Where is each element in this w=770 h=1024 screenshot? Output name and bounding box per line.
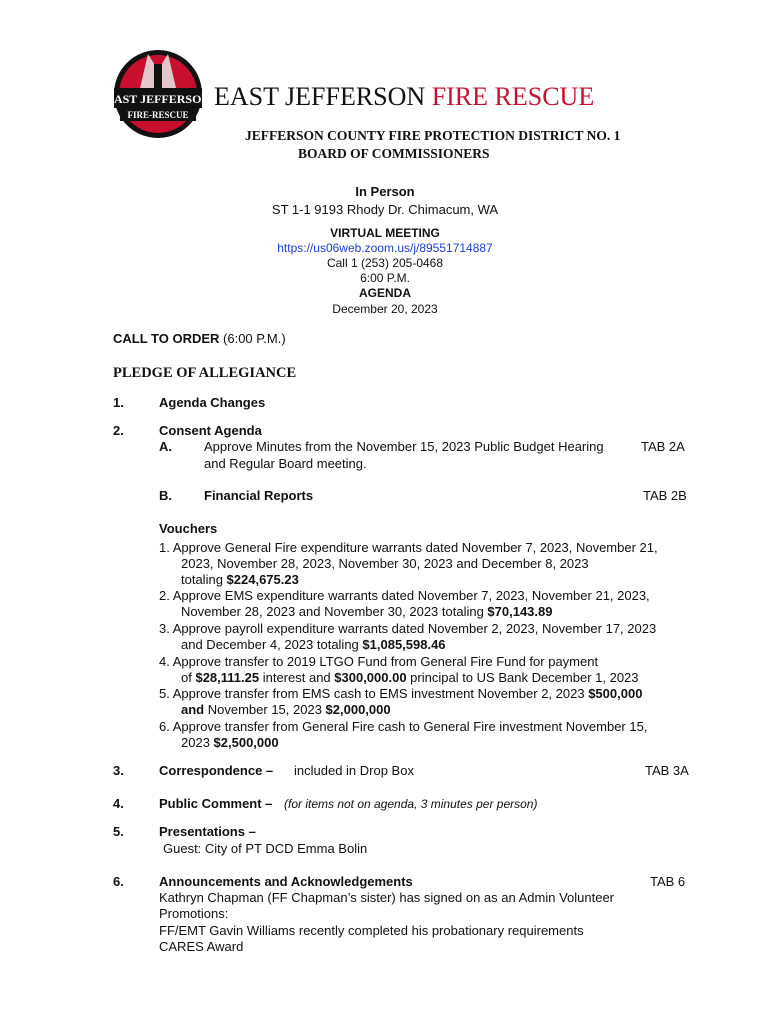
voucher-6-amount: $2,500,000 — [213, 735, 279, 750]
voucher-4-text-a: of — [181, 670, 196, 685]
voucher-4-line2 — [181, 670, 639, 685]
logo-emblem — [105, 44, 211, 140]
voucher-2-amount: $70,143.89 — [487, 604, 553, 619]
item-5-title: Presentations – — [159, 824, 256, 839]
voucher-5-and: and — [181, 702, 205, 717]
voucher-5-line1 — [159, 686, 642, 701]
voucher-3-line2 — [181, 637, 446, 652]
voucher-2-line2 — [181, 604, 553, 619]
item-2-title: Consent Agenda — [159, 423, 262, 438]
meeting-time: 6:00 P.M. — [360, 271, 410, 285]
voucher-1-line2: 2023, November 28, 2023, November 30, 2023 and December 8, 2023 — [181, 556, 589, 571]
item-2a-line1: Approve Minutes from the November 15, 2023 Public Budget Hearing — [204, 439, 604, 454]
item-3-title: Correspondence – — [159, 763, 274, 778]
logo-text-bottom: FIRE-RESCUE — [127, 110, 189, 120]
voucher-6-line1: 6. Approve transfer from General Fire cash to General Fire investment November 15, — [159, 719, 648, 734]
item-4-number: 4. — [113, 796, 124, 811]
voucher-1-text: totaling — [181, 572, 227, 587]
voucher-5-line2 — [181, 702, 391, 717]
zoom-link[interactable]: https://us06web.zoom.us/j/89551714887 — [277, 241, 493, 255]
voucher-5-text-b: November 15, 2023 — [204, 702, 326, 717]
voucher-4-text-b: interest and — [259, 670, 335, 685]
brand-title-part2: FIRE RESCUE — [431, 82, 595, 111]
zoom-link-row — [0, 241, 770, 255]
meeting-phone: Call 1 (253) 205-0468 — [326, 256, 444, 270]
brand-title — [214, 82, 594, 112]
voucher-3-line1: 3. Approve payroll expenditure warrants dated November 2, 2023, November 17, 2023 — [159, 621, 657, 636]
virtual-meeting-label: VIRTUAL MEETING — [330, 226, 440, 240]
voucher-6-line2 — [181, 735, 279, 750]
item-6-title: Announcements and Acknowledgements — [159, 874, 413, 889]
voucher-3-amount: $1,085,598.46 — [362, 637, 446, 652]
item-3-number: 3. — [113, 763, 124, 778]
item-3-detail: included in Drop Box — [294, 763, 414, 778]
voucher-1-line3 — [181, 572, 299, 587]
voucher-2-text: November 28, 2023 and November 30, 2023 totaling — [181, 604, 488, 619]
voucher-5-amount-2: $2,000,000 — [325, 702, 391, 717]
voucher-4-text-c: principal to US Bank December 1, 2023 — [406, 670, 639, 685]
voucher-6-text: 2023 — [181, 735, 214, 750]
agenda-label: AGENDA — [358, 286, 411, 300]
pledge-heading: PLEDGE OF ALLEGIANCE — [113, 365, 297, 381]
item-1-title: Agenda Changes — [159, 395, 266, 410]
item-2b-tab: TAB 2B — [643, 488, 687, 503]
call-to-order-time: (6:00 P.M.) — [219, 331, 286, 346]
item-1-number: 1. — [113, 395, 124, 410]
voucher-5-amount-1: $500,000 — [588, 686, 643, 701]
item-6-line4: CARES Award — [159, 939, 244, 954]
voucher-1-amount: $224,675.23 — [226, 572, 299, 587]
item-2a-line2: and Regular Board meeting. — [204, 456, 367, 471]
in-person-label: In Person — [355, 184, 415, 199]
board-name: BOARD OF COMMISSIONERS — [298, 146, 490, 161]
logo-tower — [154, 64, 162, 90]
item-6-tab: TAB 6 — [650, 874, 686, 889]
brand-title-part1: EAST JEFFERSON — [214, 82, 432, 111]
item-6-line3: FF/EMT Gavin Williams recently completed his probationary requirements — [159, 923, 584, 938]
voucher-2-line1: 2. Approve EMS expenditure warrants dated November 7, 2023, November 21, 2023, — [159, 588, 650, 603]
item-2a-label: A. — [159, 439, 172, 454]
item-2-number: 2. — [113, 423, 124, 438]
voucher-4-principal-amount: $300,000.00 — [334, 670, 407, 685]
voucher-3-text: and December 4, 2023 totaling — [181, 637, 363, 652]
vouchers-heading: Vouchers — [159, 521, 218, 536]
item-2b-label: B. — [159, 488, 172, 503]
item-6-number: 6. — [113, 874, 124, 889]
meeting-address: ST 1-1 9193 Rhody Dr. Chimacum, WA — [271, 202, 499, 217]
east-jefferson-fire-rescue-logo — [105, 44, 211, 140]
item-5-detail: Guest: City of PT DCD Emma Bolin — [163, 841, 368, 856]
district-name: JEFFERSON COUNTY FIRE PROTECTION DISTRICT NO. 1 — [245, 128, 621, 143]
item-5-number: 5. — [113, 824, 124, 839]
item-2b-title: Financial Reports — [204, 488, 314, 503]
voucher-5-text-a: 5. Approve transfer from EMS cash to EMS investment November 2, 2023 — [159, 686, 589, 701]
meeting-date: December 20, 2023 — [332, 302, 438, 316]
item-6-line1: Kathryn Chapman (FF Chapman’s sister) has signed on as an Admin Volunteer — [159, 890, 614, 905]
call-to-order — [113, 331, 286, 346]
voucher-4-interest-amount: $28,111.25 — [195, 670, 260, 685]
logo-text-top: EAST JEFFERSON — [105, 92, 211, 106]
voucher-1-line1: 1. Approve General Fire expenditure warrants dated November 7, 2023, November 21, — [159, 540, 658, 555]
item-3-tab: TAB 3A — [645, 763, 689, 778]
call-to-order-label: CALL TO ORDER — [113, 331, 220, 346]
voucher-4-line1: 4. Approve transfer to 2019 LTGO Fund from General Fire Fund for payment — [159, 654, 599, 669]
item-4-detail: (for items not on agenda, 3 minutes per person) — [284, 797, 538, 811]
item-6-line2: Promotions: — [159, 906, 229, 921]
item-2a-tab: TAB 2A — [641, 439, 685, 454]
item-4-title: Public Comment – — [159, 796, 273, 811]
